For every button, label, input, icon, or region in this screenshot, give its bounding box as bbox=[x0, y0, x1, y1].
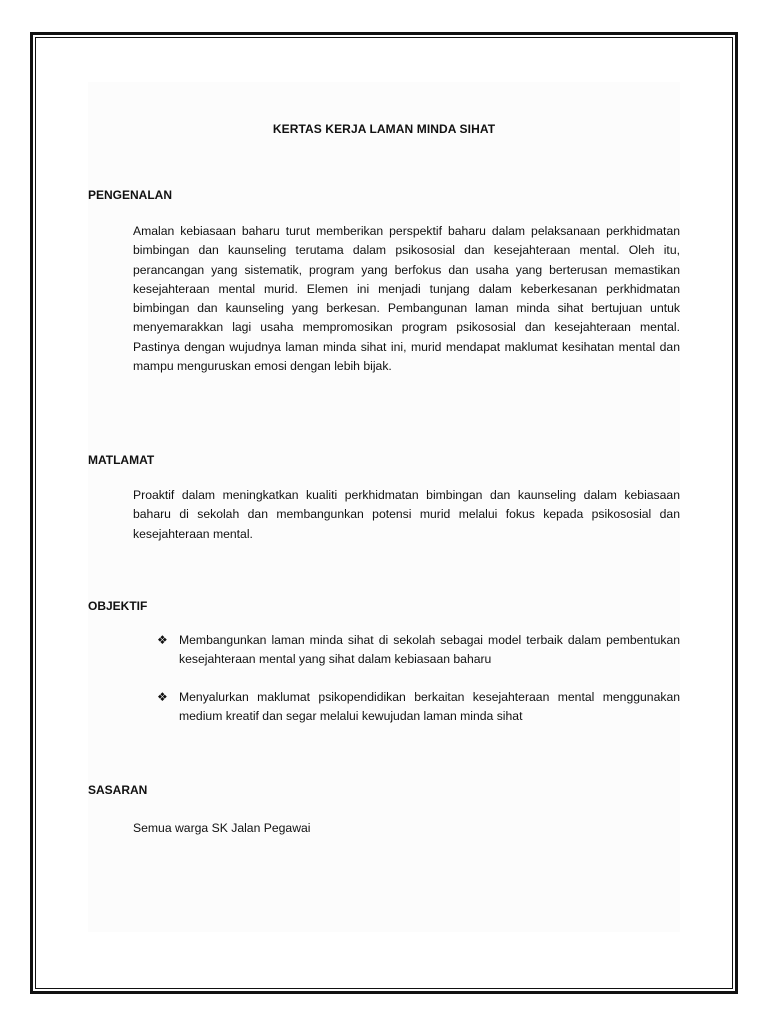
heading-objektif: OBJEKTIF bbox=[88, 599, 148, 613]
document-title: KERTAS KERJA LAMAN MINDA SIHAT bbox=[272, 122, 496, 136]
diamond-bullet-icon: ❖ bbox=[157, 633, 168, 647]
matlamat-paragraph: Proaktif dalam meningkatkan kualiti perkhidmatan bimbingan dan kaunseling dalam kebiasaan baharu di sekolah dan membangunkan potensi murid melalui fokus kepada psikososial dan kesejahteraan mental. bbox=[133, 488, 680, 541]
heading-pengenalan: PENGENALAN bbox=[88, 188, 173, 202]
heading-sasaran: SASARAN bbox=[88, 783, 148, 797]
objective-text-1: Membangunkan laman minda sihat di sekolah sebagai model terbaik dalam pembentukan kesejahteraan mental yang sihat dalam kebiasaan baharu bbox=[179, 633, 680, 667]
objective-text-2: Menyalurkan maklumat psikopendidikan berkaitan kesejahteraan mental menggunakan medium kreatif dan segar melalui kewujudan laman minda sihat bbox=[179, 690, 680, 724]
pengenalan-paragraph: Amalan kebiasaan baharu turut memberikan perspektif baharu dalam pelaksanaan perkhidmatan bimbingan dan kaunseling terutama dalam psikososial dan kesejahteraan mental. Oleh itu, perancangan yang sistematik, program yang berfokus dan usaha yang berterusan memastikan kesejahteraan mental murid. Elemen ini menjadi tunjang dalam keberkesanan perkhidmatan bimbingan dan kaunseling yang berkesan. Pembangunan laman minda sihat bertujuan untuk menyemarakkan lagi usaha mempromosikan program psikososial dan kesejahteraan mental. Pastinya dengan wujudnya laman minda sihat ini, murid mendapat maklumat kesihatan mental dan mampu menguruskan emosi dengan lebih bijak. bbox=[133, 224, 680, 374]
sasaran-paragraph: Semua warga SK Jalan Pegawai bbox=[133, 821, 311, 835]
diamond-bullet-icon: ❖ bbox=[157, 690, 168, 704]
heading-matlamat: MATLAMAT bbox=[88, 453, 155, 467]
